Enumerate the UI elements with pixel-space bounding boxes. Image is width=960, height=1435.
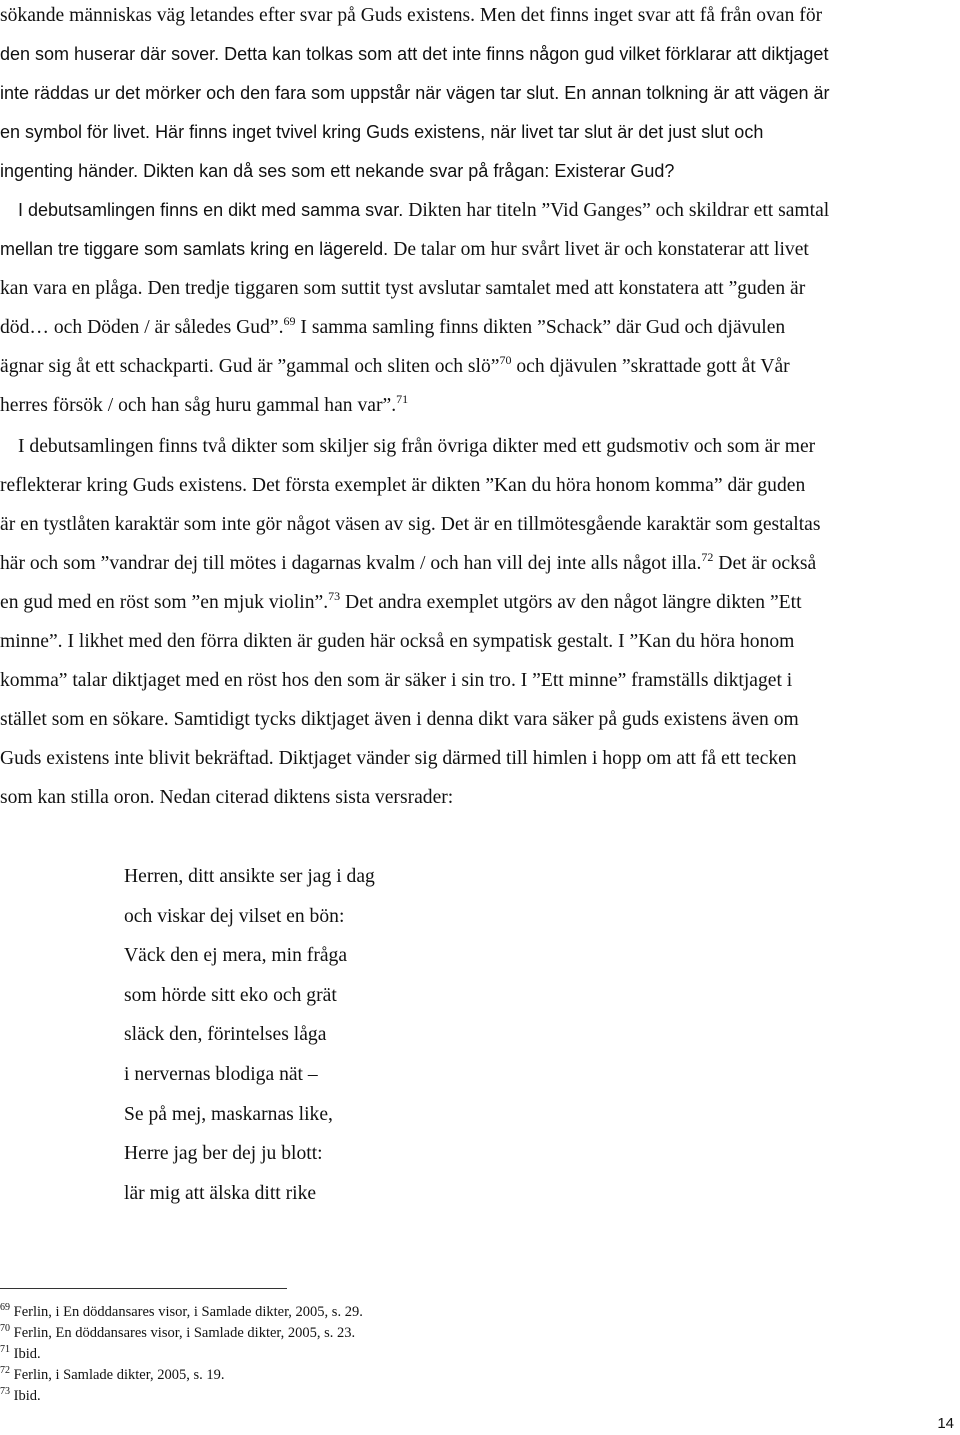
- footnote-text: Ibid.: [10, 1388, 41, 1404]
- poem-line: Se på mej, maskarnas like,: [124, 1103, 333, 1125]
- text-run: Dikten kan då ses som ett nekande svar på frågan: Existerar Gud?: [143, 161, 675, 181]
- footnote-ref: 69: [283, 314, 296, 328]
- footnote-number: 70: [0, 1323, 10, 1334]
- footnote: [0, 1386, 41, 1404]
- text-run: herres försök / och han såg huru gammal han var”.: [0, 395, 397, 416]
- page-number: 14: [937, 1415, 954, 1432]
- poem-line: Väck den ej mera, min fråga: [124, 945, 348, 967]
- poem-line: i nervernas blodiga nät –: [124, 1063, 318, 1085]
- text-run: Gud är ”gammal och sliten och slö”: [218, 356, 500, 377]
- poem-quote: [124, 867, 375, 1223]
- text-run: reflekterar kring Guds existens. Det första exemplet är dikten ”Kan du höra honom komma” där guden: [0, 475, 806, 496]
- body-line: [0, 314, 786, 338]
- poem-line: lär mig att älska ditt rike: [124, 1182, 317, 1204]
- footnote-text: Ibid.: [10, 1346, 41, 1362]
- poem-line: Herre jag ber dej ju blott:: [124, 1143, 323, 1165]
- footnote-ref: 70: [499, 353, 512, 367]
- text-run: och djävulen ”skrattade gott åt Vår: [511, 356, 790, 377]
- text-run: här och som ”vandrar dej till mötes i dagarnas kvalm / och han vill dej inte alls något illa.: [0, 553, 702, 574]
- poem-line: och viskar dej vilset en bön:: [124, 905, 345, 927]
- poem-line: släck den, förintelses låga: [124, 1024, 327, 1046]
- poem-line: som hörde sitt eko och grät: [124, 984, 337, 1006]
- text-run: stället som en sökare. Samtidigt tycks diktjaget även i denna dikt vara säker på guds existens även om: [0, 709, 799, 730]
- text-run: I debutsamlingen finns två dikter som skiljer sig från övriga dikter med ett gudsmotiv och som är mer: [18, 436, 816, 457]
- footnote-number: 71: [0, 1344, 10, 1355]
- text-run: ägnar sig åt ett schackparti.: [0, 356, 219, 377]
- footnote-text: Ferlin, En döddansares visor, i Samlade dikter, 2005, s. 23.: [10, 1325, 356, 1341]
- body-line: [0, 632, 794, 652]
- text-run: I debutsamlingen finns en dikt med samma svar.: [18, 200, 409, 220]
- footnote-text: Ferlin, i En döddansares visor, i Samlade dikter, 2005, s. 29.: [10, 1304, 363, 1320]
- text-run: komma” talar diktjaget med en röst hos den som är säker i sin tro. I ”Ett minne” framställs diktjaget i: [0, 670, 793, 691]
- footnote: [0, 1365, 225, 1383]
- footnote-number: 69: [0, 1302, 10, 1313]
- text-run: minne”. I likhet med den förra dikten är guden här också en sympatisk gestalt. I ”Kan du höra honom: [0, 631, 795, 652]
- text-run: Guds existens inte blivit bekräftad. Diktjaget vänder sig därmed till himlen i hopp om att få ett tecken: [0, 748, 797, 769]
- body-line: [0, 45, 828, 64]
- poem-line: Herren, ditt ansikte ser jag i dag: [124, 866, 375, 887]
- body-line: [0, 589, 802, 613]
- body-line: [0, 392, 409, 416]
- text-run: död… och Döden / är således Gud”.: [0, 317, 284, 338]
- text-run: sökande människas väg letandes efter svar på Guds existens. Men det finns inget svar att få från ovan för: [0, 5, 823, 26]
- footnote-ref: 73: [328, 589, 341, 603]
- body-line: [0, 671, 792, 691]
- body-line: [18, 201, 829, 221]
- text-run: en gud med en röst som ”en mjuk violin”.: [0, 592, 329, 613]
- text-run: inte räddas ur det mörker och den fara som uppstår när vägen tar slut.: [0, 83, 565, 103]
- body-line: [0, 279, 805, 299]
- text-run: den som huserar där sover. Detta kan tolkas som att det inte finns någon gud vilket förklarar att diktjaget: [0, 44, 829, 64]
- footnote-text: Ferlin, i Samlade dikter, 2005, s. 19.: [10, 1367, 225, 1383]
- footnote: [0, 1323, 356, 1341]
- text-run: Den tredje tiggaren som suttit tyst avslutar samtalet med att konstatera att ”guden är: [147, 278, 806, 299]
- footnote-ref: 72: [701, 550, 714, 564]
- body-line: [0, 162, 674, 181]
- footnote: [0, 1344, 41, 1362]
- body-line: [0, 788, 453, 808]
- body-line: [0, 476, 805, 496]
- body-line: [0, 240, 809, 260]
- body-line: [0, 6, 822, 26]
- body-line: [0, 749, 797, 769]
- body-line: [0, 710, 799, 730]
- text-run: En annan tolkning är att vägen är: [564, 83, 830, 103]
- body-line: [0, 84, 829, 103]
- text-run: Här finns inget tvivel kring Guds existens, när livet tar slut är det just slut och: [155, 122, 764, 142]
- footnote-number: 73: [0, 1386, 10, 1397]
- text-run: en symbol för livet.: [0, 122, 156, 142]
- text-run: mellan tre tiggare som samlats kring en lägereld.: [0, 239, 394, 259]
- footnote: [0, 1302, 363, 1320]
- text-run: som kan stilla oron. Nedan citerad diktens sista versrader:: [0, 787, 454, 808]
- text-run: ingenting händer.: [0, 161, 144, 181]
- text-run: är en tystlåten karaktär som inte gör något väsen av sig. Det är en tillmötesgående karaktär som gestaltas: [0, 514, 821, 535]
- body-line: [0, 515, 821, 535]
- body-line: [0, 123, 763, 142]
- text-run: Dikten har titeln ”Vid Ganges” och skildrar ett samtal: [408, 200, 830, 221]
- body-line: [0, 353, 790, 377]
- text-run: kan vara en plåga.: [0, 278, 148, 299]
- footnote-ref: 71: [396, 392, 409, 406]
- body-line: [18, 437, 815, 457]
- footnote-divider: [0, 1288, 287, 1289]
- text-run: Det är också: [713, 553, 817, 574]
- footnote-number: 72: [0, 1365, 10, 1376]
- body-line: [0, 550, 817, 574]
- text-run: De talar om hur svårt livet är och konstaterar att livet: [393, 239, 809, 260]
- text-run: Det andra exemplet utgörs av den något längre dikten ”Ett: [340, 592, 802, 613]
- text-run: I samma samling finns dikten ”Schack” där Gud och djävulen: [295, 317, 786, 338]
